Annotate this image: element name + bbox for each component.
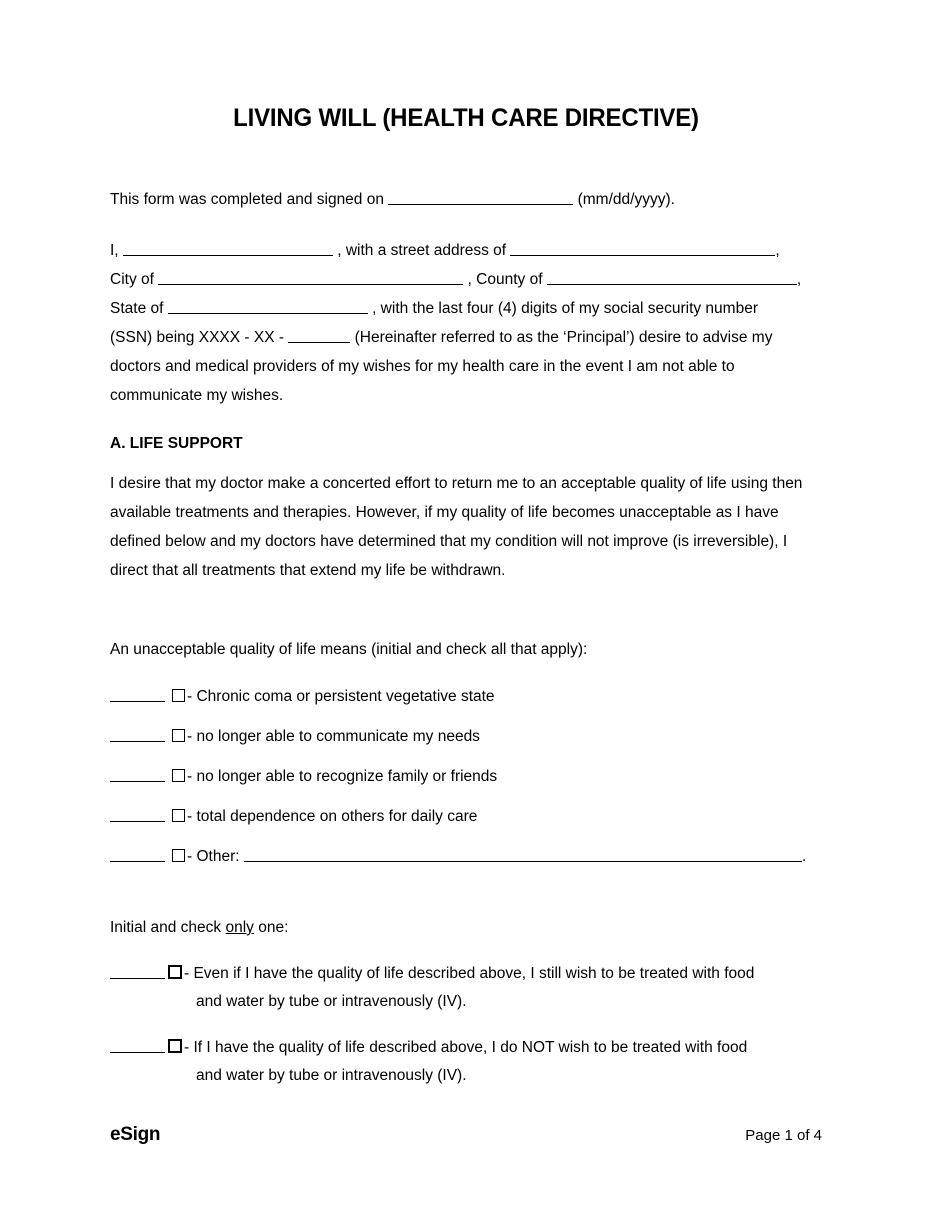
checkbox-icon[interactable] (172, 849, 185, 862)
intro-text-after: one: (253, 919, 289, 936)
signed-on-suffix: (mm/dd/yyyy). (577, 191, 675, 208)
list-item[interactable] (110, 791, 822, 831)
signed-on-line (110, 185, 822, 214)
identification-line-3 (110, 294, 822, 323)
checkbox-icon[interactable] (168, 1039, 182, 1053)
name-label: I, (110, 242, 119, 259)
list-item-label: - total dependence on others for daily care (187, 808, 478, 825)
checkbox-icon[interactable] (172, 769, 185, 782)
street-address-label: , with a street address of (337, 242, 507, 259)
document-content (110, 0, 822, 1090)
initials-blank[interactable] (110, 965, 165, 979)
list-item-label: - Even if I have the quality of life described above, I still wish to be treated with food (184, 965, 755, 982)
initials-blank[interactable] (110, 808, 165, 822)
initials-blank[interactable] (110, 688, 165, 702)
other-description-blank[interactable] (244, 848, 802, 862)
checkbox-icon[interactable] (172, 689, 185, 702)
checkbox-icon[interactable] (172, 729, 185, 742)
line-2-comma: , (796, 271, 802, 288)
list-item[interactable] (110, 942, 822, 1016)
identification-line-6: communicate my wishes. (110, 387, 284, 404)
city-blank[interactable] (158, 271, 463, 285)
only-one-options-list (110, 942, 822, 1090)
initials-blank[interactable] (110, 1039, 165, 1053)
city-label: City of (110, 271, 154, 288)
intro-text-before: Initial and check (110, 919, 226, 936)
principal-definition-text: (Hereinafter referred to as the ‘Principal’) desire to advise my (354, 329, 773, 346)
only-emphasis: only (225, 919, 254, 936)
list-item-label: - no longer able to communicate my needs (187, 728, 480, 745)
page-number: Page 1 of 4 (745, 1127, 822, 1144)
other-trailing-period: . (801, 848, 807, 865)
list-item[interactable] (110, 1016, 822, 1090)
initials-blank[interactable] (110, 848, 165, 862)
list-item-other[interactable] (110, 831, 822, 871)
life-support-paragraph: I desire that my doctor make a concerted effort to return me to an acceptable quality of life using then available treatments and therapies. However, if my quality of life becomes unacceptable as I have defined below and my doctors have determined that my condition will not improve (is irreversible), I direct that all treatments that extend my life be withdrawn. (110, 475, 803, 579)
page-footer (110, 1124, 822, 1146)
list-item-label: - Chronic coma or persistent vegetative state (187, 688, 495, 705)
list-item-label: - no longer able to recognize family or friends (187, 768, 498, 785)
signed-on-prefix: This form was completed and signed on (110, 191, 384, 208)
county-label: , County of (467, 271, 543, 288)
checkbox-icon[interactable] (172, 809, 185, 822)
esign-logo: eSign (110, 1124, 161, 1145)
list-item[interactable] (110, 751, 822, 791)
list-item[interactable] (110, 711, 822, 751)
list-item-label: - Other: (187, 848, 240, 865)
page-title: LIVING WILL (HEALTH CARE DIRECTIVE) (233, 104, 699, 132)
identification-line-4 (110, 323, 822, 352)
unacceptable-quality-list (110, 664, 822, 871)
checkbox-icon[interactable] (168, 965, 182, 979)
initials-blank[interactable] (110, 728, 165, 742)
list-item[interactable] (110, 664, 822, 711)
street-address-blank[interactable] (510, 242, 775, 256)
section-heading-life-support: A. LIFE SUPPORT (110, 435, 243, 452)
county-blank[interactable] (547, 271, 797, 285)
line-1-comma: , (775, 242, 780, 259)
ssn-intro-text: , with the last four (4) digits of my social security number (372, 300, 758, 317)
ssn-last-four-blank[interactable] (288, 329, 350, 343)
ssn-prefix: (SSN) being XXXX - XX - (110, 329, 285, 346)
state-blank[interactable] (168, 300, 368, 314)
list-item-label-continued: and water by tube or intravenously (IV). (196, 993, 467, 1010)
unacceptable-quality-intro: An unacceptable quality of life means (initial and check all that apply): (110, 641, 588, 658)
identification-line-5: doctors and medical providers of my wishes for my health care in the event I am not able to (110, 358, 735, 375)
signed-date-blank[interactable] (388, 191, 573, 205)
identification-line-2 (110, 265, 822, 294)
list-item-label: - If I have the quality of life described above, I do NOT wish to be treated with food (184, 1039, 748, 1056)
identification-block (110, 236, 822, 410)
initials-blank[interactable] (110, 768, 165, 782)
identification-line-1 (110, 236, 822, 265)
principal-name-blank[interactable] (123, 242, 333, 256)
initial-only-one-intro (110, 913, 822, 942)
state-label: State of (110, 300, 164, 317)
list-item-label-continued: and water by tube or intravenously (IV). (196, 1067, 467, 1084)
